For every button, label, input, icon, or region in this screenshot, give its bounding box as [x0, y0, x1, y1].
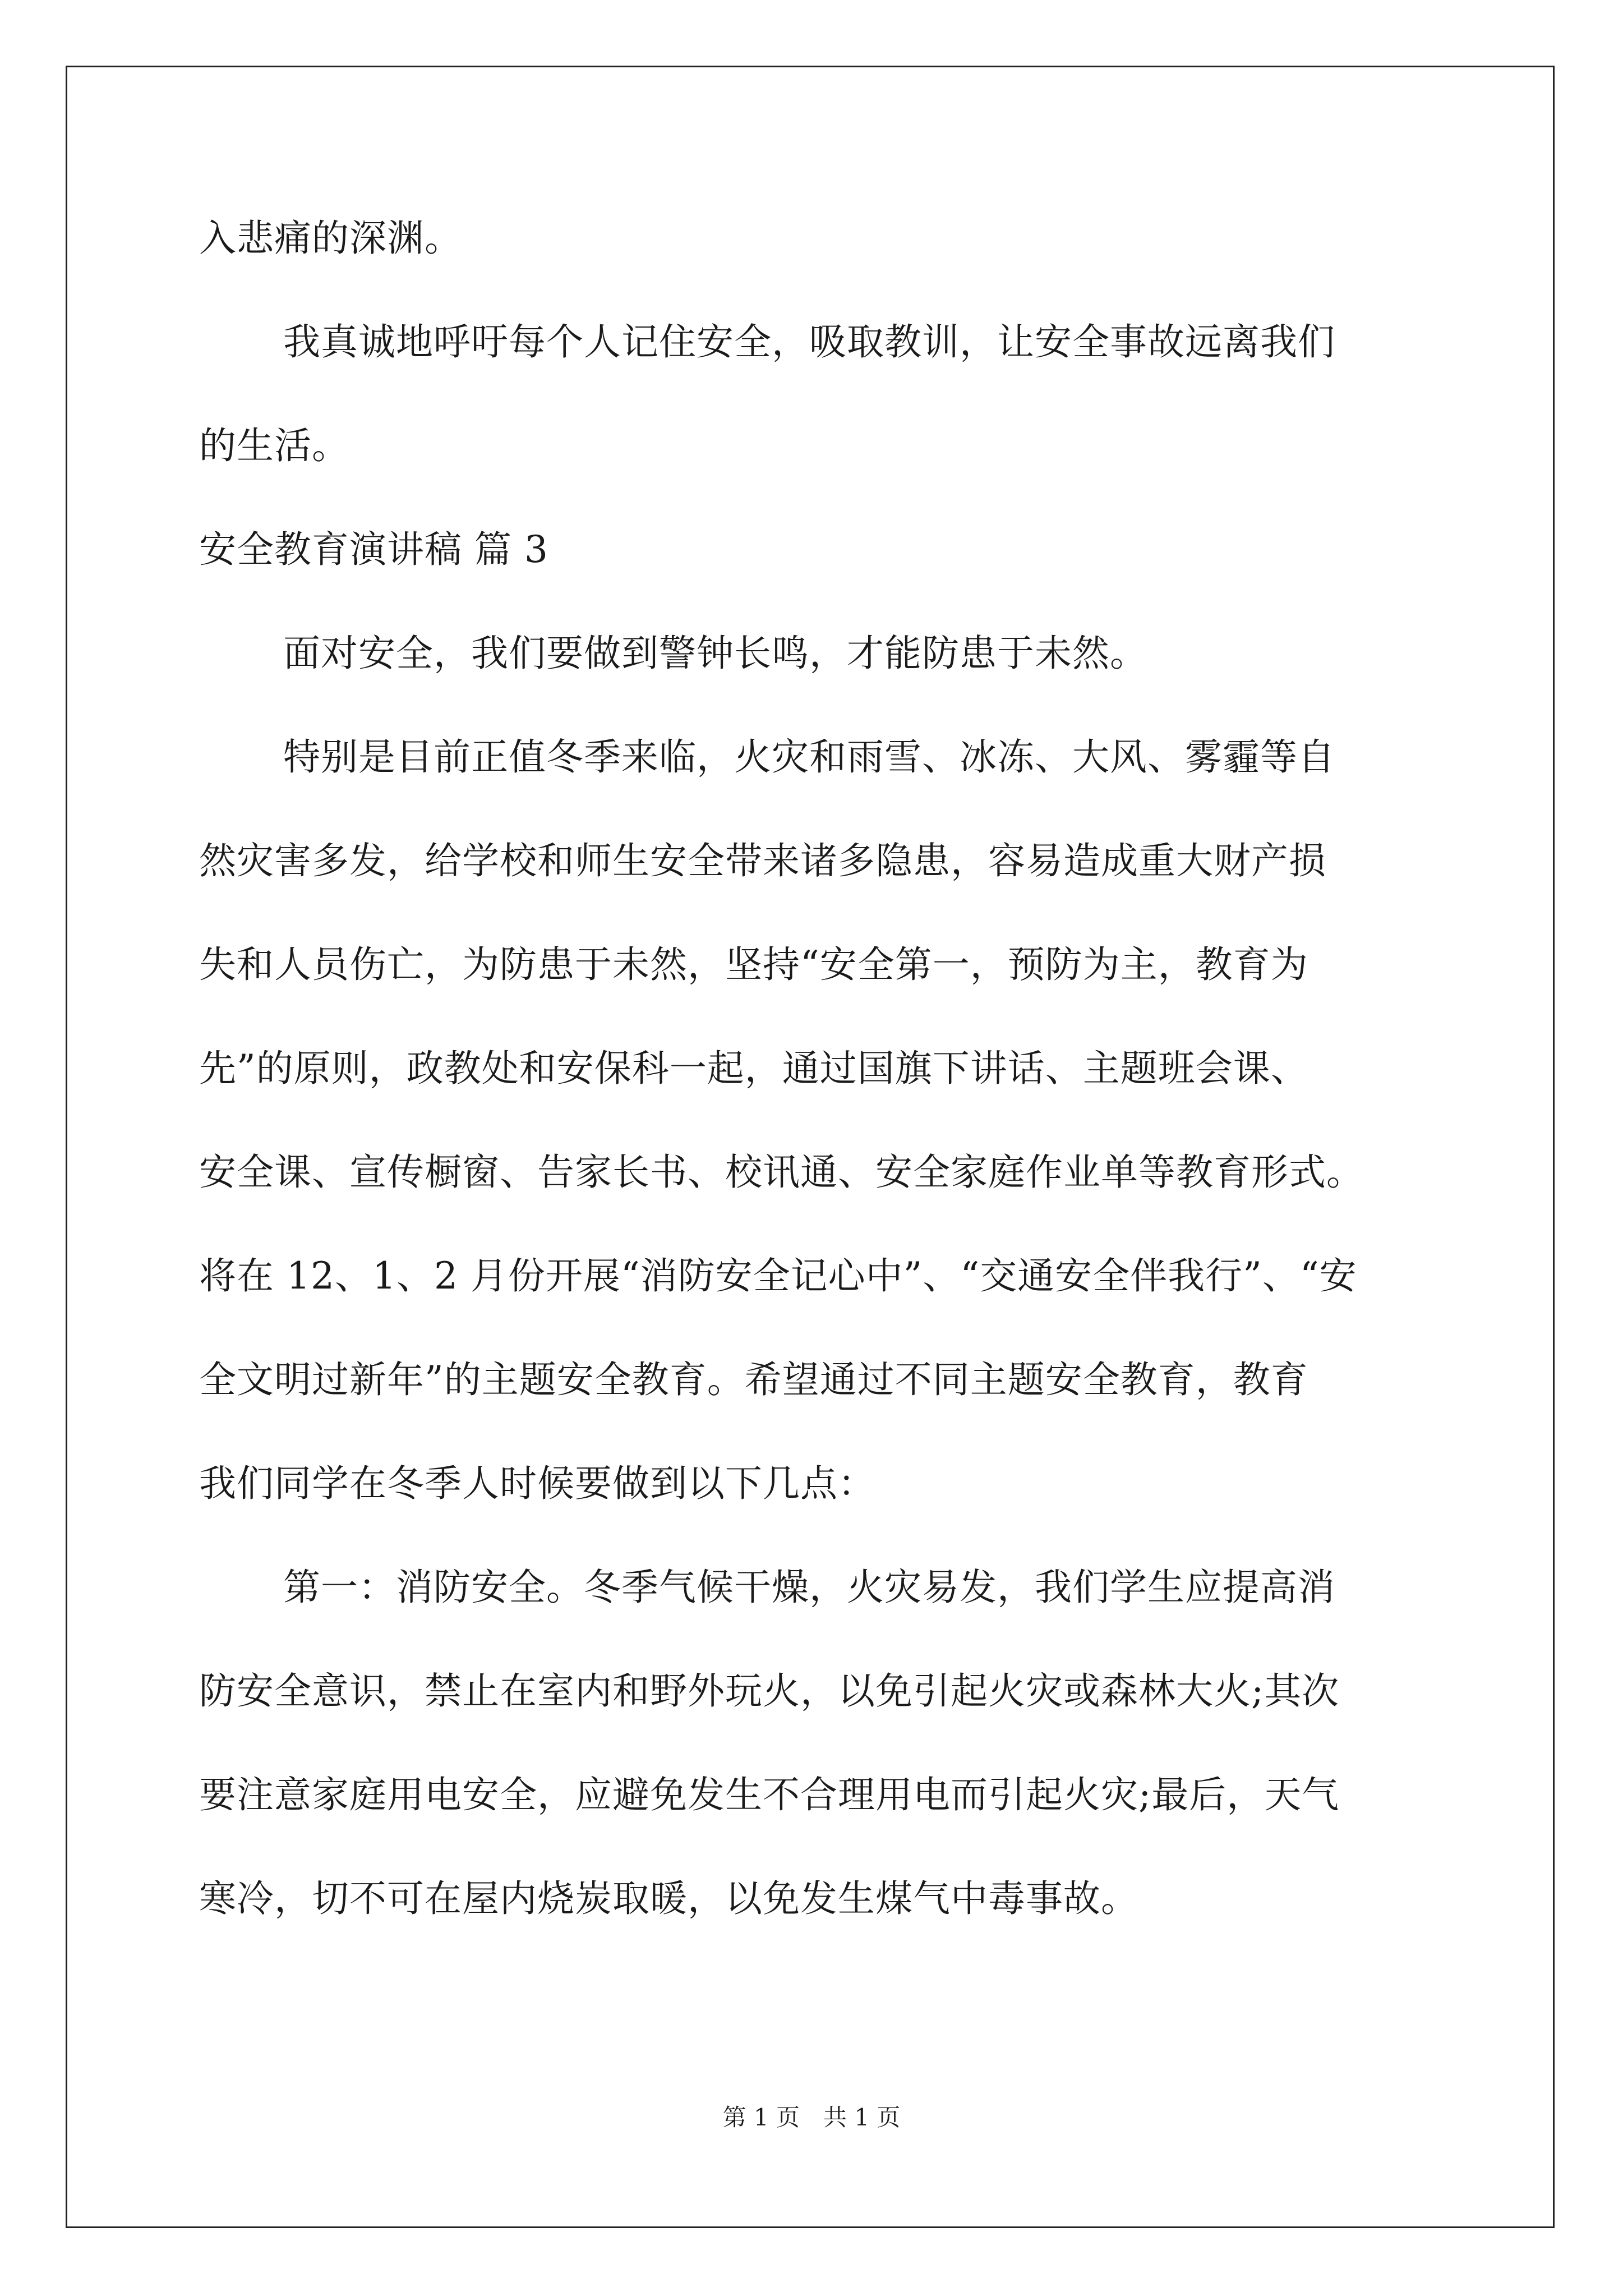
paragraph-line: 全文明过新年”的主题安全教育。希望通过不同主题安全教育，教育: [199, 1358, 1308, 1401]
paragraph-line: 我们同学在冬季人时候要做到以下几点：: [199, 1462, 875, 1505]
paragraph-line: 先”的原则，政教处和安保科一起，通过国旗下讲话、主题班会课、: [199, 1047, 1308, 1090]
paragraph-line: 安全课、宣传橱窗、告家长书、校讯通、安全家庭作业单等教育形式。: [199, 1151, 1364, 1194]
paragraph-line: 防安全意识，禁止在室内和野外玩火，以免引起火灾或森林大火;其次: [199, 1669, 1340, 1713]
page-number-footer: 第 1 页 共 1 页: [722, 2104, 901, 2131]
paragraph-line: 要注意家庭用电安全，应避免发生不合理用电而引起火灾;最后，天气: [199, 1773, 1340, 1816]
paragraph-line: 我真诚地呼吁每个人记住安全，吸取教训，让安全事故远离我们: [283, 320, 1335, 364]
paragraph-line: 失和人员伤亡，为防患于未然，坚持“安全第一，预防为主，教育为: [199, 943, 1308, 986]
section-heading: 安全教育演讲稿 篇 3: [199, 528, 548, 571]
paragraph-line: 的生活。: [199, 424, 349, 467]
paragraph-line: 然灾害多发，给学校和师生安全带来诸多隐患，容易造成重大财产损: [199, 839, 1326, 882]
paragraph-line: 入悲痛的深渊。: [199, 217, 462, 260]
paragraph-line: 面对安全，我们要做到警钟长鸣，才能防患于未然。: [283, 632, 1147, 675]
paragraph-line: 特别是目前正值冬季来临，火灾和雨雪、冰冻、大风、雾霾等自: [283, 735, 1335, 779]
paragraph-line: 第一：消防安全。冬季气候干燥，火灾易发，我们学生应提高消: [283, 1566, 1335, 1609]
paragraph-line: 将在 12、1、2 月份开展“消防安全记心中”、“交通安全伴我行”、“安: [199, 1254, 1357, 1297]
paragraph-line: 寒冷，切不可在屋内烧炭取暖，以免发生煤气中毒事故。: [199, 1877, 1138, 1920]
